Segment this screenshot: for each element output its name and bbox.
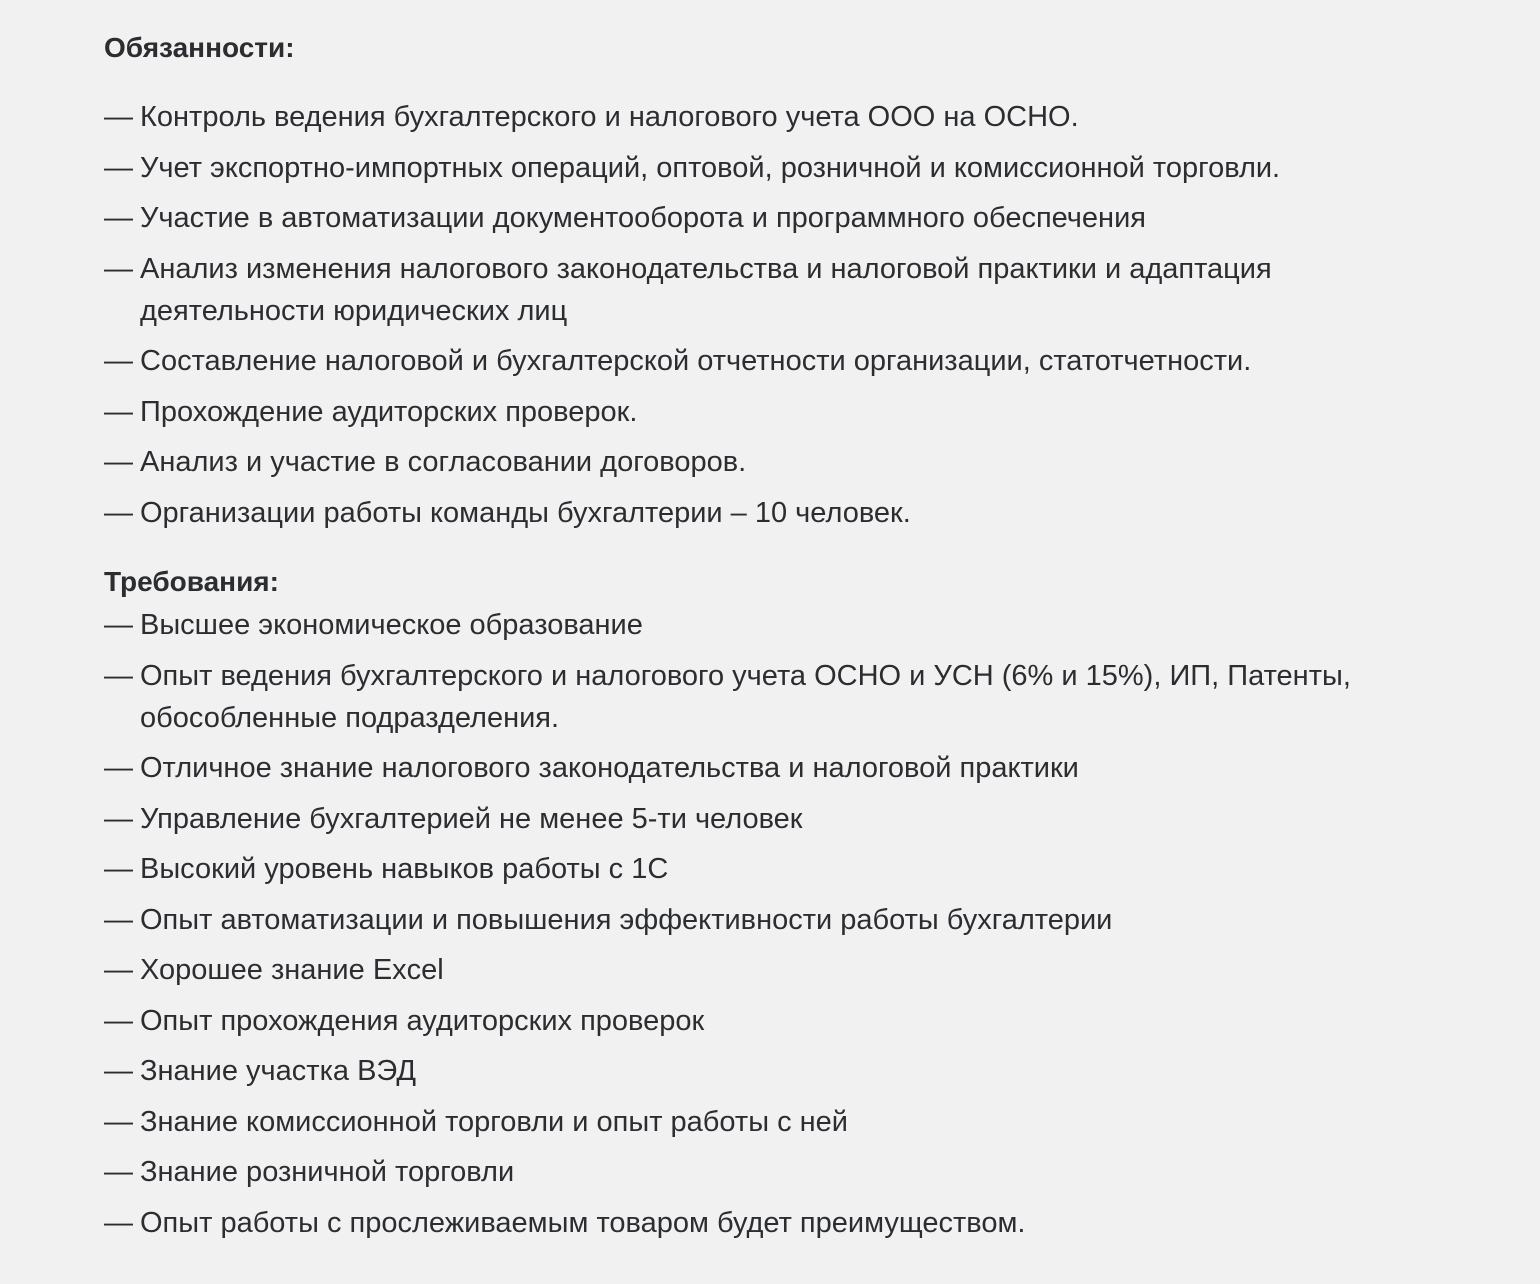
duties-item xyxy=(104,147,1434,189)
dash-bullet: — xyxy=(104,446,133,478)
dash-bullet: — xyxy=(104,395,133,428)
requirements-item-text: Хорошее знание Excel xyxy=(140,954,444,986)
requirements-list xyxy=(104,604,1434,1252)
requirements-item xyxy=(104,1151,1434,1193)
duties-item-text: Анализ изменения налогового законодательства и налоговой практики и адаптация деятельности юридических лиц xyxy=(140,252,1272,327)
requirements-item xyxy=(104,949,1434,991)
duties-item-text: Участие в автоматизации документооборота и программного обеспечения xyxy=(140,202,1146,234)
duties-item xyxy=(104,340,1434,382)
requirements-heading: Требования: xyxy=(104,566,279,597)
duties-item-text: Учет экспортно-импортных операций, оптовой, розничной и комиссионной торговли. xyxy=(140,151,1281,184)
dash-bullet: — xyxy=(104,496,133,529)
dash-bullet: — xyxy=(104,1055,133,1087)
dash-bullet: — xyxy=(104,1206,133,1239)
dash-bullet: — xyxy=(104,252,133,285)
duties-item-text: Составление налоговой и бухгалтерской отчетности организации, статотчетности. xyxy=(140,345,1252,377)
requirements-item-text: Опыт автоматизации и повышения эффективности работы бухгалтерии xyxy=(140,903,1113,936)
duties-item xyxy=(104,197,1434,239)
dash-bullet: — xyxy=(104,151,133,184)
dash-bullet: — xyxy=(104,802,133,835)
requirements-item-text: Отличное знание налогового законодательства и налоговой практики xyxy=(140,752,1079,784)
duties-item-text: Прохождение аудиторских проверок. xyxy=(140,395,638,428)
duties-item-text: Организации работы команды бухгалтерии – 10 человек. xyxy=(140,496,911,529)
duties-heading: Обязанности: xyxy=(104,32,295,63)
duties-item xyxy=(104,96,1434,138)
requirements-item xyxy=(104,655,1434,739)
dash-bullet: — xyxy=(104,609,133,641)
requirements-item-text: Опыт ведения бухгалтерского и налогового учета ОСНО и УСН (6% и 15%), ИП, Патенты, обособленные подразделения. xyxy=(140,659,1351,734)
dash-bullet: — xyxy=(104,954,133,986)
duties-list xyxy=(104,96,1434,542)
requirements-item xyxy=(104,1101,1434,1143)
requirements-item xyxy=(104,899,1434,941)
duties-item-text: Анализ и участие в согласовании договоров. xyxy=(140,446,747,478)
requirements-item-text: Управление бухгалтерией не менее 5-ти человек xyxy=(140,802,803,835)
requirements-item xyxy=(104,798,1434,840)
requirements-item xyxy=(104,1050,1434,1092)
requirements-item xyxy=(104,848,1434,890)
requirements-item-text: Опыт прохождения аудиторских проверок xyxy=(140,1004,705,1037)
dash-bullet: — xyxy=(104,202,133,234)
duties-item-text: Контроль ведения бухгалтерского и налогового учета ООО на ОСНО. xyxy=(140,101,1079,133)
dash-bullet: — xyxy=(104,1004,133,1037)
dash-bullet: — xyxy=(104,659,133,692)
requirements-item xyxy=(104,1202,1434,1244)
requirements-item xyxy=(104,1000,1434,1042)
requirements-item-text: Знание розничной торговли xyxy=(140,1156,515,1188)
duties-item xyxy=(104,441,1434,483)
requirements-item-text: Высокий уровень навыков работы с 1С xyxy=(140,853,669,885)
dash-bullet: — xyxy=(104,752,133,784)
requirements-item xyxy=(104,747,1434,789)
requirements-item-text: Опыт работы с прослеживаемым товаром будет преимуществом. xyxy=(140,1206,1026,1239)
dash-bullet: — xyxy=(104,1105,133,1138)
dash-bullet: — xyxy=(104,345,133,377)
dash-bullet: — xyxy=(104,903,133,936)
requirements-item xyxy=(104,604,1434,646)
duties-item xyxy=(104,391,1434,433)
requirements-item-text: Высшее экономическое образование xyxy=(140,609,643,641)
dash-bullet: — xyxy=(104,101,133,133)
duties-item xyxy=(104,492,1434,534)
duties-item xyxy=(104,248,1434,332)
dash-bullet: — xyxy=(104,1156,133,1188)
requirements-item-text: Знание участка ВЭД xyxy=(140,1055,416,1087)
dash-bullet: — xyxy=(104,853,133,885)
requirements-item-text: Знание комиссионной торговли и опыт работы с ней xyxy=(140,1105,848,1138)
